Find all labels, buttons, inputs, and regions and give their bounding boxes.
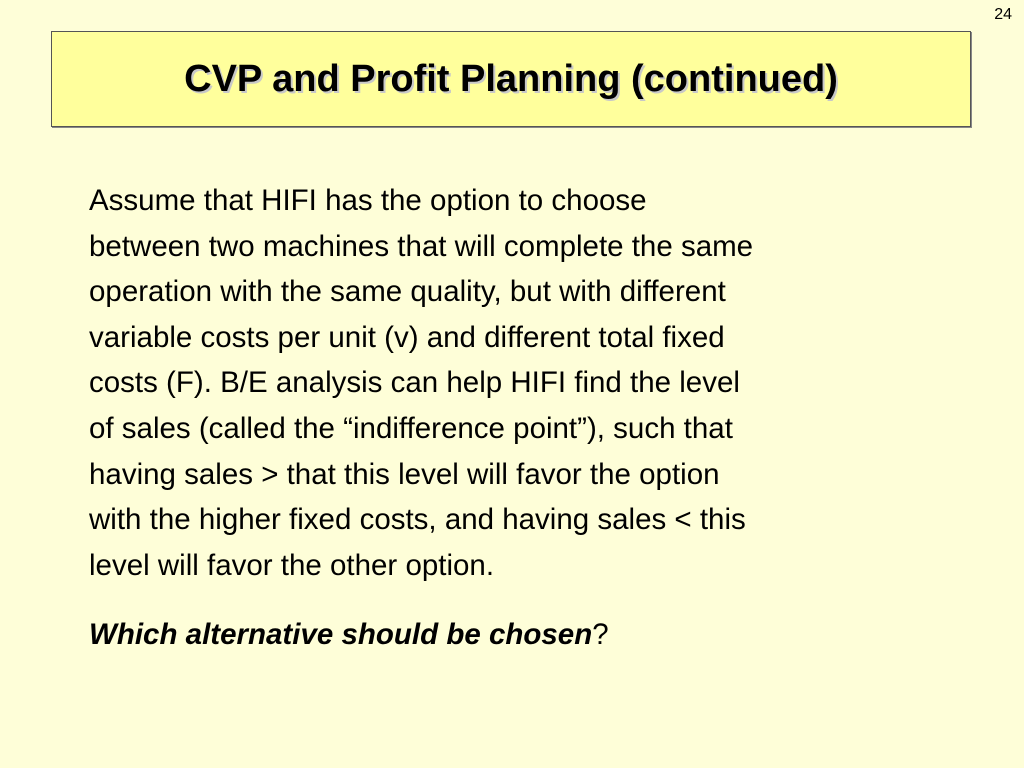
body-line: of sales (called the “indifference point”), such that [89, 411, 733, 445]
body-line: operation with the same quality, but with different [89, 275, 726, 309]
question-text: Which alternative should be chosen [89, 618, 593, 651]
body-line: costs (F). B/E analysis can help HIFI find the level [89, 366, 740, 400]
body-line: Assume that HIFI has the option to choose [89, 184, 647, 217]
body-line: between two machines that will complete the same [89, 229, 754, 263]
question-mark: ? [592, 618, 609, 651]
slide-number: 24 [994, 6, 1012, 23]
title-box [51, 31, 971, 127]
body-line: variable costs per unit (v) and different total fixed [89, 320, 725, 354]
slide-title: CVP and Profit Planning (continued) [184, 57, 838, 100]
body-line: level will favor the other option. [89, 548, 495, 582]
body-line: with the higher fixed costs, and having sales < this [89, 503, 746, 537]
body-paragraph [89, 178, 969, 588]
question-line [89, 612, 609, 657]
body-line: having sales > that this level will favor the option [89, 457, 720, 491]
